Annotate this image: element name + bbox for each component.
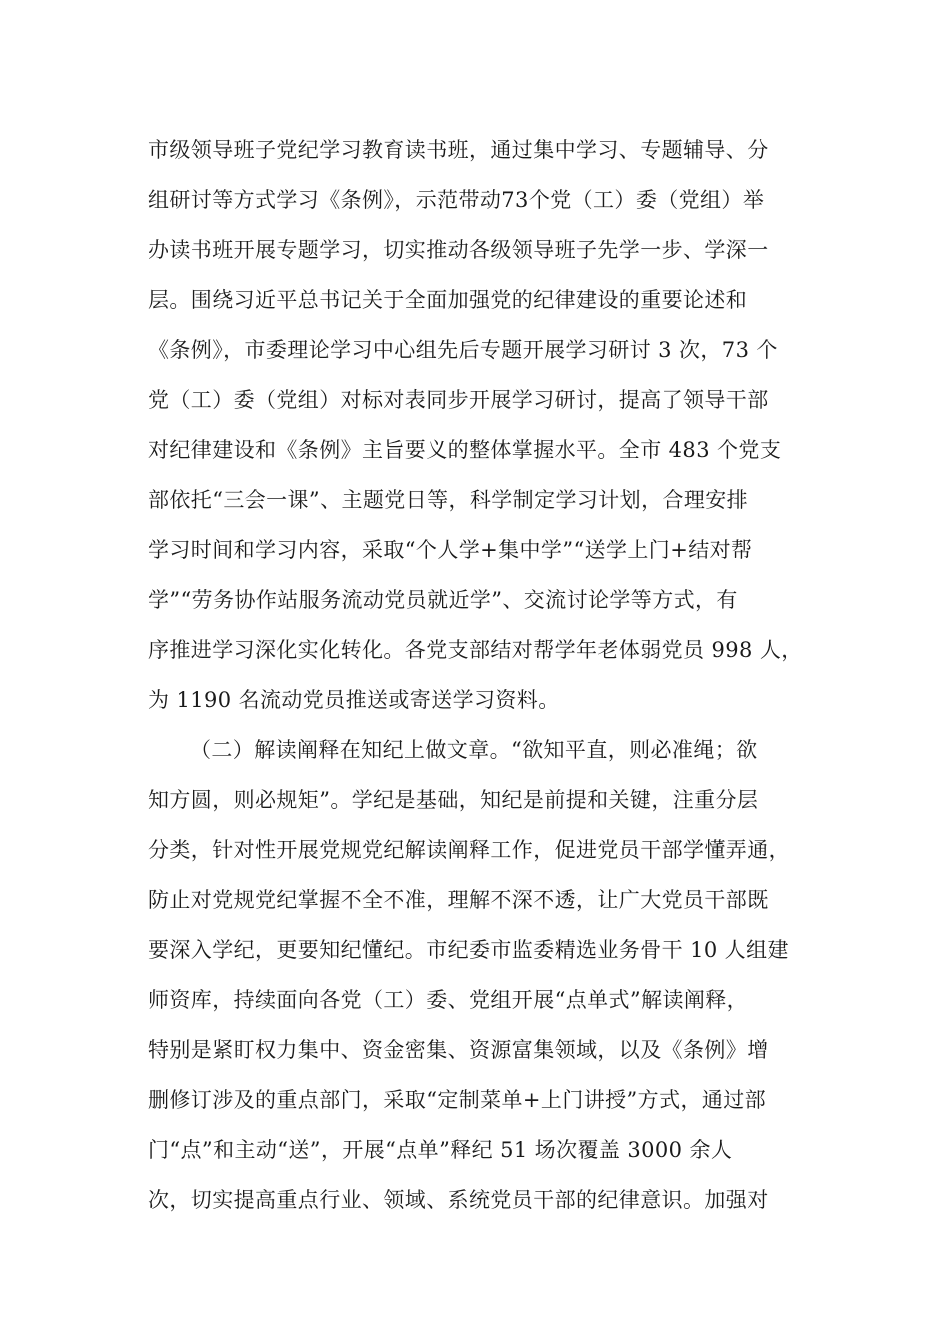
paragraph-1-line-4: 层。围绕习近平总书记关于全面加强党的纪律建设的重要论述和 [148, 288, 748, 312]
paragraph-2-line-8: 删修订涉及的重点部门，采取“定制菜单+上门讲授”方式，通过部 [148, 1088, 767, 1112]
paragraph-2-line-7: 特别是紧盯权力集中、资金密集、资源富集领域，以及《条例》增 [148, 1038, 769, 1062]
paragraph-2-line-3: 分类，针对性开展党规党纪解读阐释工作，促进党员干部学懂弄通， [148, 838, 790, 862]
paragraph-1-line-1: 市级领导班子党纪学习教育读书班，通过集中学习、专题辅导、分 [148, 138, 769, 162]
paragraph-1-line-6: 党（工）委（党组）对标对表同步开展学习研讨，提高了领导干部 [148, 388, 769, 412]
paragraph-2-line-5: 要深入学纪，更要知纪懂纪。市纪委市监委精选业务骨干 10 人组建 [148, 938, 789, 962]
paragraph-2-line-2: 知方圆，则必规矩”。学纪是基础，知纪是前提和关键，注重分层 [148, 788, 759, 812]
paragraph-1-line-9: 学习时间和学习内容，采取“个人学+集中学”“送学上门+结对帮 [148, 538, 753, 562]
paragraph-1-line-8: 部依托“三会一课”、主题党日等，科学制定学习计划，合理安排 [148, 488, 749, 512]
paragraph-1-line-5: 《条例》，市委理论学习中心组先后专题开展学习研讨 3 次，73 个 [148, 338, 778, 362]
paragraph-1-line-7: 对纪律建设和《条例》主旨要义的整体掌握水平。全市 483 个党支 [148, 438, 782, 462]
paragraph-1-line-12: 为 1190 名流动党员推送或寄送学习资料。 [148, 688, 560, 712]
paragraph-2-line-10: 次，切实提高重点行业、领域、系统党员干部的纪律意识。加强对 [148, 1188, 769, 1212]
paragraph-1-line-2: 组研讨等方式学习《条例》，示范带动73个党（工）委（党组）举 [148, 188, 765, 212]
paragraph-2-line-6: 师资库，持续面向各党（工）委、党组开展“点单式”解读阐释， [148, 988, 749, 1012]
paragraph-2-line-9: 门“点”和主动“送”，开展“点单”释纪 51 场次覆盖 3000 余人 [148, 1138, 733, 1162]
paragraph-1-line-3: 办读书班开展专题学习，切实推动各级领导班子先学一步、学深一 [148, 238, 769, 262]
paragraph-2-line-1: （二）解读阐释在知纪上做文章。“欲知平直，则必准绳；欲 [190, 738, 758, 762]
paragraph-2-line-4: 防止对党规党纪掌握不全不准，理解不深不透，让广大党员干部既 [148, 888, 769, 912]
paragraph-1-line-11: 序推进学习深化实化转化。各党支部结对帮学年老体弱党员 998 人， [148, 638, 803, 662]
paragraph-1-line-10: 学”“劳务协作站服务流动党员就近学”、交流讨论学等方式，有 [148, 588, 738, 612]
